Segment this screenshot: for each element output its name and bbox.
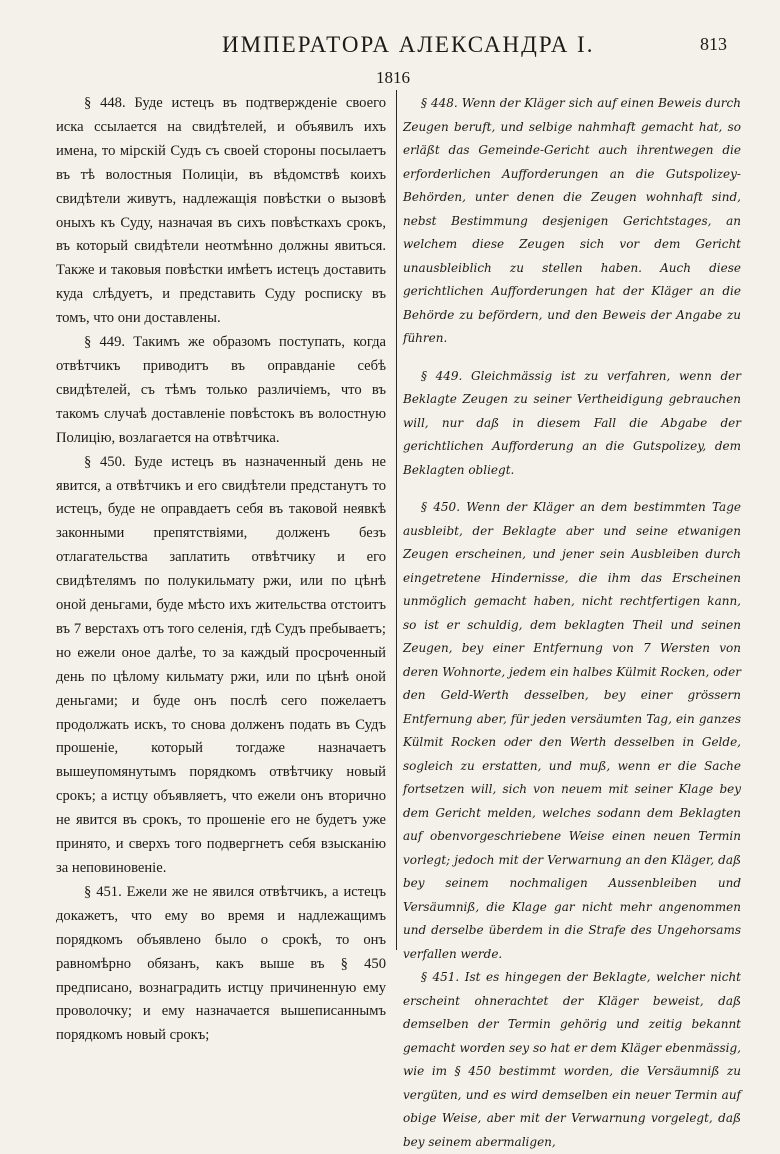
paragraph-450-ru: § 450. Буде истецъ въ назначенный день не явится, а отвѣтчикъ и его свидѣтели предстанутъ то истецъ, буде не оправдаетъ себя въ таковой неявкѣ законными препятствіями, долженъ безъ отлагательства заплатить отвѣтчику и его свидѣтелямъ по полукильмату ржи, или по цѣнѣ оной деньгами, буде мѣсто ихъ жительства отстоитъ въ 7 верстахъ отъ того селенія, гдѣ Судъ пребываетъ; но ежели оное далѣе, то за каждый просроченный день по цѣлому кильмату ржи, или по цѣнѣ оной деньгами; и буде онъ послѣ сего пожелаетъ продолжать искъ, то снова долженъ подать въ Судъ прошеніе, который тогдаже назначаетъ вышеупомянутымъ порядкомъ отвѣтчику новый срокъ; а истцу объявляетъ, что ежели онъ вторично не явится въ срокъ, то прошеніе его не будетъ уже принято, и сверхъ того подвергнетъ себя взысканію за неповиновеніе. [56, 453, 386, 876]
year-heading: 1816 [376, 68, 410, 87]
paragraph-448-de: § 448. Wenn der Kläger sich auf einen Beweis durch Zeugen beruft, und selbige nahmhaft gemacht hat, so erläßt das Gemeinde-Gericht auch ihrentwegen die erforderlichen Aufforderungen an die Gutspolizey-Behörden, unter denen die Zeugen wohnhaft sind, nebst Bestimmung desjenigen Gerichtstages, an welchem diese Zeugen sich vor dem Gericht unausbleiblich zu stellen haben. Auch diese gerichtlichen Aufforderungen hat der Kläger an die Behörde zu befördern, und den Beweis der Angabe zu führen. [403, 96, 741, 345]
page-number: 813 [700, 34, 727, 54]
paragraph-450-de: § 450. Wenn der Kläger an dem bestimmten Tage ausbleibt, der Beklagte aber und seine etwanigen Zeugen erscheinen, und jener sein Ausbleiben durch eingetretene Hindernisse, die ihm das Erscheinen unmöglich gemacht haben, nicht rechtfertigen kann, so ist er schuldig, dem beklagten Theil und seinen Zeugen, bey einer Entfernung von 7 Wersten von deren Wohnorte, jedem ein halbes Külmit Rocken, oder den Geld-Werth desselben, bey einer grössern Entfernung aber, für jeden versäumten Tag, ein ganzes Külmit Rocken oder den Werth desselben in Gelde, sogleich zu erstatten, und muß, wenn er die Sache fortsetzen will, sich von neuem mit seiner Klage bey dem Gericht melden, welches sodann dem Beklagten auf obenvorgeschriebene Weise einen neuen Termin vorlegt; jedoch mit der Verwarnung an den Kläger, daß bey seinem nochmaligen Aussenbleiben und Versäumniß, die Klage gar nicht mehr angenommen und derselbe überdem in die Strafe des Ungehorsams verfallen werde. [403, 500, 741, 961]
spacer [403, 482, 741, 496]
spacer [403, 351, 741, 365]
russian-text-column [56, 92, 386, 1048]
running-title: ИМПЕРАТОРА АЛЕКСАНДРА I. [222, 32, 595, 57]
paragraph-451-de: § 451. Ist es hingegen der Beklagte, welcher nicht erscheint ohnerachtet der Kläger beweist, daß demselben der Termin gehörig und zeitig bekannt gemacht worden sey so hat er dem Kläger ebenmässig, wie im § 450 bestimmt worden, die Versäumniß zu vergüten, und es wird demselben ein neuer Termin auf obige Weise, aber mit der Verwarnung vorgelegt, daß bey seinem abermaligen, [403, 970, 741, 1149]
paragraph-451-ru: § 451. Ежели же не явился отвѣтчикъ, а истецъ докажетъ, что ему во время и надлежащимъ порядкомъ объявлено было о срокѣ, то онъ равномѣрно обязанъ, какъ выше въ § 450 предписано, вознаградить истцу причиненную ему проволочку; и ему назначается вышеписаннымъ порядкомъ новый срокъ; [56, 883, 386, 1044]
paragraph-449-ru: § 449. Такимъ же образомъ поступать, когда отвѣтчикъ приводитъ въ оправданіе себѣ свидѣтелей, съ тѣмъ только различіемъ, что въ такомъ случаѣ доставленіе повѣстокъ въ волостную Полицію, возлагается на отвѣтчика. [56, 334, 386, 446]
page-header [0, 28, 780, 68]
paragraph-449-de: § 449. Gleichmässig ist zu verfahren, wenn der Beklagte Zeugen zu seiner Vertheidigung gebrauchen will, nur daß in diesem Fall die Abgabe der gerichtlichen Aufforderung an die Gutspolizey, dem Beklagten obliegt. [403, 368, 741, 477]
column-divider [396, 90, 397, 950]
paragraph-448-ru: § 448. Буде истецъ въ подтвержденіе своего иска ссылается на свидѣтелей, и объявилъ ихъ имена, то мірскій Судъ съ своей стороны посылаетъ въ тѣ волостныя Полиціи, въ вѣдомствѣ коихъ свидѣтели живутъ, надлежащія повѣстки о вызовѣ оныхъ къ Суду, назначая въ сихъ повѣсткахъ срокъ, въ который свидѣтели неотмѣнно должны явиться. Также и таковыя повѣстки имѣетъ истецъ доставить куда слѣдуетъ, и представить Суду росписку въ томъ, что они доставлены. [56, 95, 386, 327]
